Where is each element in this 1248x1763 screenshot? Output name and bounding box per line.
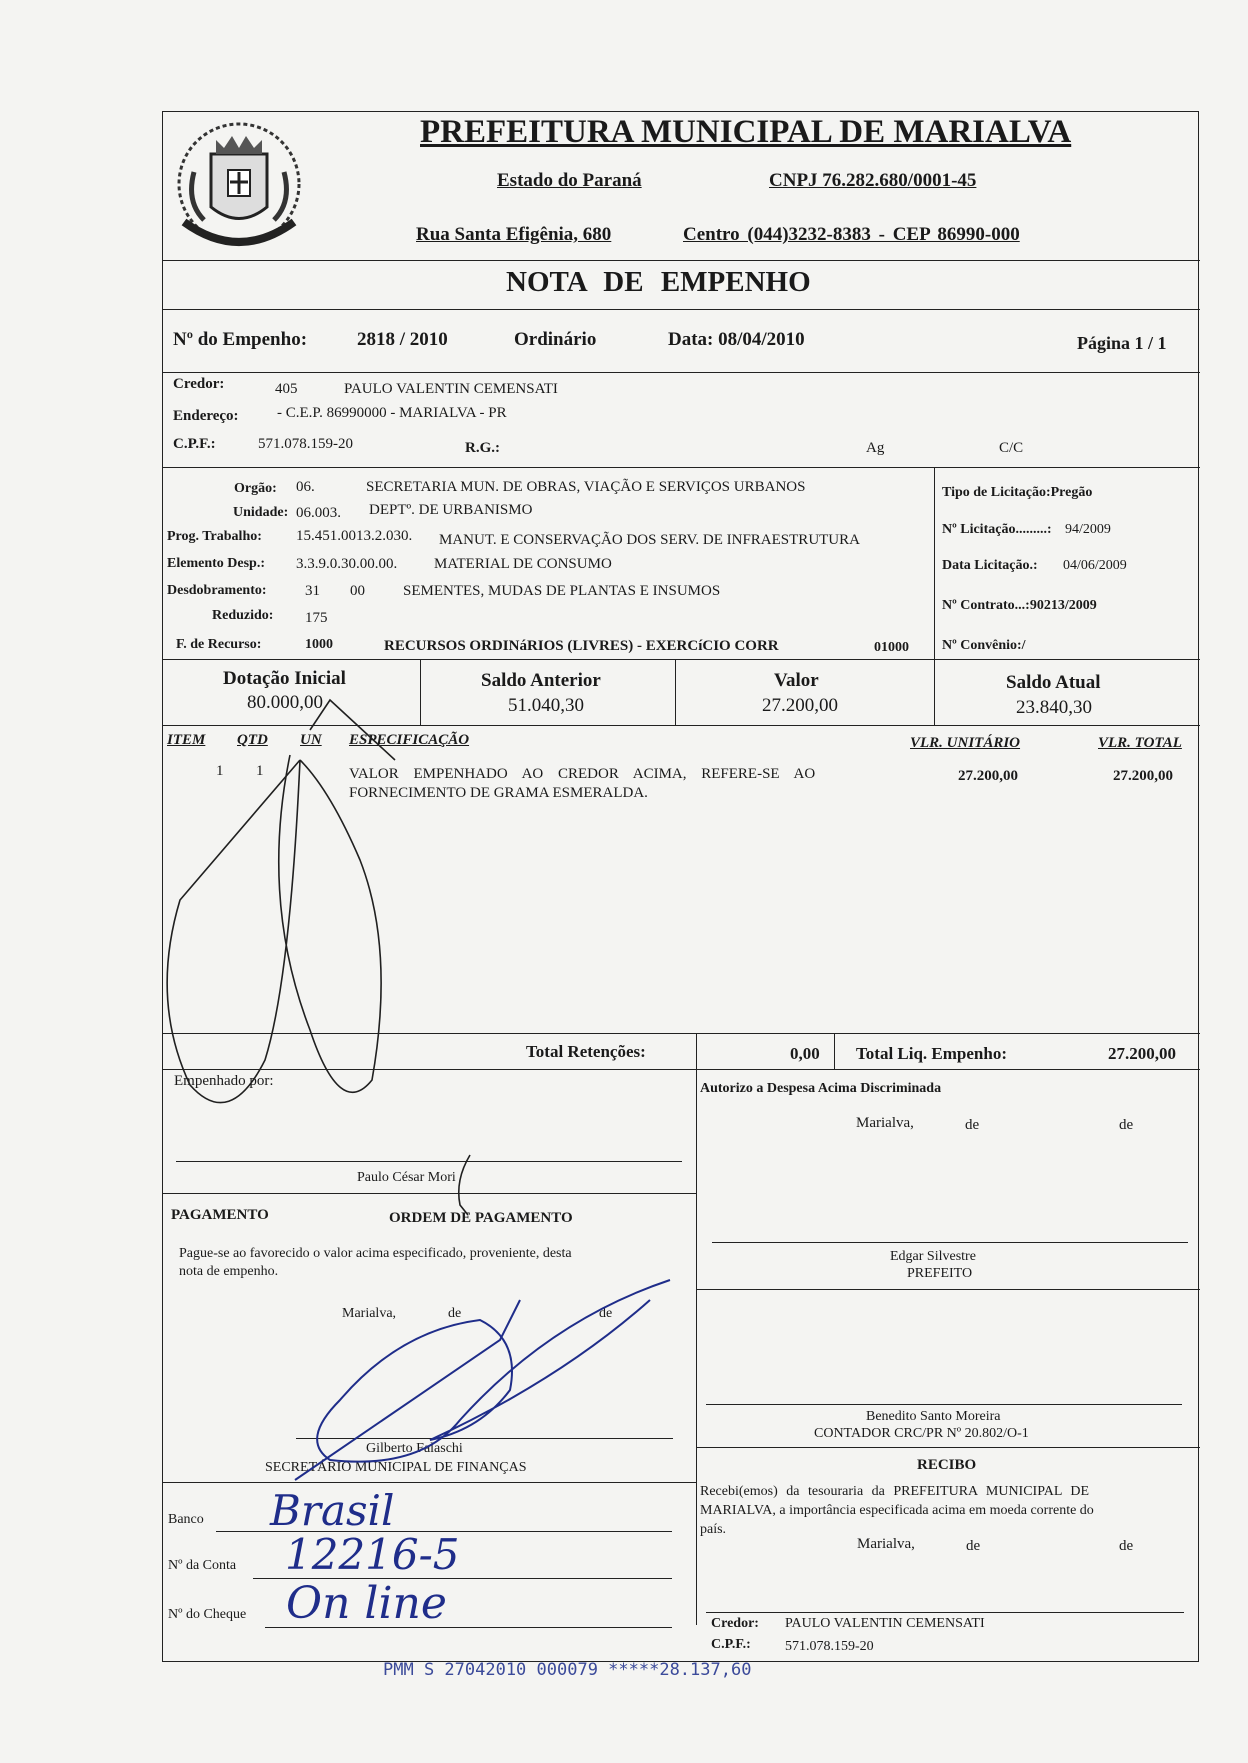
elemento-label: Elemento Desp.:	[167, 556, 265, 571]
unidade-name: DEPTº. DE URBANISMO	[369, 502, 533, 518]
qtd-header: QTD	[237, 732, 268, 748]
fonte-recurso-code: 1000	[305, 637, 333, 652]
cheque-value-handwritten: On line	[286, 1578, 447, 1629]
recibo-place: Marialva,	[857, 1536, 915, 1552]
signature-stroke	[310, 700, 395, 760]
autorizo-text: Autorizo a Despesa Acima Discriminada	[700, 1081, 942, 1096]
credor-address: - C.E.P. 86990000 - MARIALVA - PR	[277, 405, 507, 421]
desdobramento-code: 31	[305, 583, 320, 599]
empenhado-por-name: Paulo César Mori	[357, 1170, 456, 1185]
recibo-credor-name: PAULO VALENTIN CEMENSATI	[785, 1616, 985, 1631]
prefeito-name: Edgar Silvestre	[890, 1249, 976, 1264]
saldo-atual-label: Saldo Atual	[1006, 672, 1101, 693]
recibo-cpf: 571.078.159-20	[785, 1639, 874, 1654]
prefeito-title: PREFEITO	[907, 1266, 973, 1281]
pagamento-de-2: de	[599, 1306, 613, 1321]
signature-stroke	[279, 755, 381, 1092]
item-number: 1	[216, 763, 224, 779]
address-field-label: Endereço:	[173, 408, 239, 424]
valor-label: Valor	[774, 670, 819, 691]
unit-value-header: VLR. UNITÁRIO	[910, 735, 1021, 751]
fonte-recurso-label: F. de Recurso:	[176, 637, 262, 652]
banco-label: Banco	[168, 1512, 204, 1527]
retencoes-label: Total Retenções:	[526, 1042, 646, 1061]
pagamento-text-line1: Pague-se ao favorecido o valor acima especificado, proveniente, desta	[179, 1246, 572, 1261]
elemento-name: MATERIAL DE CONSUMO	[434, 556, 612, 572]
recibo-de-1: de	[966, 1538, 981, 1554]
empenho-type: Ordinário	[514, 329, 597, 350]
contact-label: Centro (044)3232-8383 - CEP 86990-000	[683, 224, 1020, 245]
elemento-code: 3.3.9.0.30.00.00.	[296, 556, 398, 572]
contador-title: CONTADOR CRC/PR Nº 20.802/O-1	[814, 1426, 1029, 1441]
licitacao-number: 94/2009	[1065, 522, 1111, 537]
unidade-code: 06.003.	[296, 505, 341, 521]
desdobramento-sub: 00	[350, 583, 365, 599]
item-unit-value: 27.200,00	[958, 768, 1018, 784]
reduzido-label: Reduzido:	[212, 608, 274, 623]
credor-code: 405	[275, 381, 298, 397]
recibo-text-line2: MARIALVA, a importância especificada acima em moeda corrente do	[700, 1503, 1094, 1518]
desdobramento-name: SEMENTES, MUDAS DE PLANTAS E INSUMOS	[403, 583, 721, 599]
city-hall-title: PREFEITURA MUNICIPAL DE MARIALVA	[420, 114, 1072, 150]
saldo-anterior-label: Saldo Anterior	[481, 670, 601, 691]
recibo-credor-label: Credor:	[711, 1616, 759, 1631]
contrato-number: Nº Contrato...:90213/2009	[942, 598, 1097, 613]
prog-trabalho-label: Prog. Trabalho:	[167, 529, 262, 544]
conta-label: Nº da Conta	[168, 1558, 237, 1573]
signature-stroke	[167, 760, 300, 1103]
address-label: Rua Santa Efigênia, 680	[416, 224, 612, 245]
authorization-de-2: de	[1119, 1117, 1134, 1133]
un-header: UN	[300, 732, 322, 748]
empenhado-por-label: Empenhado por:	[174, 1073, 274, 1089]
recibo-title: RECIBO	[917, 1457, 977, 1473]
fonte-recurso-name: RECURSOS ORDINáRIOS (LIVRES) - EXERCíCIO CORR	[384, 638, 779, 654]
prog-trabalho-code: 15.451.0013.2.030.	[296, 528, 413, 544]
state-label: Estado do Paraná	[497, 170, 642, 191]
ordem-pagamento-title: ORDEM DE PAGAMENTO	[389, 1210, 573, 1226]
cc-label: C/C	[999, 440, 1024, 456]
tipo-licitacao: Tipo de Licitação:Pregão	[942, 485, 1093, 500]
saldo-atual-value: 23.840,30	[1016, 697, 1092, 718]
fonte-recurso-number: 01000	[874, 640, 909, 655]
cnpj-label: CNPJ 76.282.680/0001-45	[769, 170, 977, 191]
pagamento-place: Marialva,	[342, 1306, 397, 1321]
specification-header: ESPECIFICAÇÃO	[349, 732, 470, 748]
ag-label: Ag	[866, 440, 885, 456]
document-title: NOTA DE EMPENHO	[506, 266, 811, 298]
credor-cpf: 571.078.159-20	[258, 436, 353, 452]
unidade-label: Unidade:	[233, 505, 289, 520]
page-number: Página 1 / 1	[1077, 333, 1167, 353]
cpf-label: C.P.F.:	[173, 436, 216, 452]
authorization-place: Marialva,	[856, 1115, 914, 1131]
recibo-cpf-label: C.P.F.:	[711, 1637, 751, 1652]
dotacao-inicial-label: Dotação Inicial	[223, 668, 346, 689]
secretario-name: Gilberto Falaschi	[366, 1441, 463, 1456]
reduzido-code: 175	[305, 610, 328, 626]
recibo-text-line3: país.	[700, 1522, 727, 1537]
rg-label: R.G.:	[465, 440, 500, 456]
data-licitacao: 04/06/2009	[1063, 558, 1127, 573]
bank-stamp: PMM S 27042010 000079 *****28.137,60	[383, 1660, 752, 1680]
item-total-value: 27.200,00	[1113, 768, 1173, 784]
total-liquido-value: 27.200,00	[1108, 1044, 1176, 1063]
signature-stroke	[317, 1280, 670, 1462]
total-liquido-label: Total Liq. Empenho:	[856, 1044, 1007, 1063]
signature-stroke	[295, 1300, 520, 1480]
empenho-number: 2818 / 2010	[357, 329, 448, 350]
recibo-text-line1: Recebi(emos) da tesouraria da PREFEITURA MUNICIPAL DE	[700, 1484, 1090, 1499]
item-spec-line2: FORNECIMENTO DE GRAMA ESMERALDA.	[349, 785, 648, 801]
secretario-title: SECRETÁRIO MUNICIPAL DE FINANÇAS	[265, 1460, 527, 1475]
contador-name: Benedito Santo Moreira	[866, 1409, 1001, 1424]
total-value-header: VLR. TOTAL	[1098, 735, 1182, 751]
prog-trabalho-name: MANUT. E CONSERVAÇÃO DOS SERV. DE INFRAESTRUTURA	[439, 532, 860, 548]
conta-value-handwritten: 12216-5	[285, 1530, 460, 1579]
banco-value-handwritten: Brasil	[270, 1486, 395, 1535]
retencoes-value: 0,00	[790, 1044, 820, 1063]
signature-stroke	[459, 1155, 470, 1215]
pagamento-de-1: de	[448, 1306, 462, 1321]
orgao-name: SECRETARIA MUN. DE OBRAS, VIAÇÃO E SERVIÇOS URBANOS	[366, 479, 806, 495]
empenho-date: Data: 08/04/2010	[668, 329, 805, 350]
item-header: ITEM	[167, 732, 206, 748]
desdobramento-label: Desdobramento:	[167, 583, 267, 598]
pagamento-label: PAGAMENTO	[171, 1207, 269, 1223]
cheque-label: Nº do Cheque	[168, 1607, 247, 1622]
data-licitacao-label: Data Licitação.:	[942, 558, 1038, 573]
item-spec-line1: VALOR EMPENHADO AO CREDOR ACIMA, REFERE-SE AO	[349, 766, 816, 782]
recibo-de-2: de	[1119, 1538, 1134, 1554]
orgao-code: 06.	[296, 479, 315, 495]
pagamento-text-line2: nota de empenho.	[179, 1264, 279, 1279]
credor-name: PAULO VALENTIN CEMENSATI	[344, 381, 558, 397]
convenio-number: Nº Convênio:/	[942, 638, 1026, 653]
saldo-anterior-value: 51.040,30	[508, 695, 584, 716]
licitacao-number-label: Nº Licitação.........:	[942, 522, 1052, 537]
item-quantity: 1	[256, 763, 264, 779]
credor-label: Credor:	[173, 376, 225, 392]
valor-value: 27.200,00	[762, 695, 838, 716]
orgao-label: Orgão:	[234, 481, 277, 496]
authorization-de-1: de	[965, 1117, 980, 1133]
dotacao-inicial-value: 80.000,00	[247, 692, 323, 713]
empenho-number-label: Nº do Empenho:	[173, 329, 308, 350]
